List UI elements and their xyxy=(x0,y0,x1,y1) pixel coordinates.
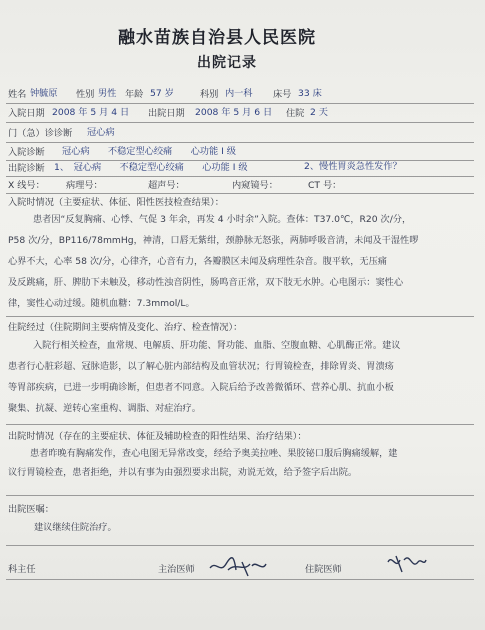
admit-diagnosis: 冠心病 不稳定型心绞痛 心功能 I 级 xyxy=(62,146,236,157)
section-rule xyxy=(6,495,474,496)
section-rule xyxy=(6,424,474,425)
resident-label: 住院医师 xyxy=(305,564,342,575)
ultrasound-no-label: 超声号： xyxy=(148,180,185,191)
bed-label: 床号 xyxy=(273,89,292,100)
ct-no-label: CT 号： xyxy=(308,180,342,191)
resident-signature xyxy=(384,548,428,578)
admission-condition-line: 律，窦性心动过缓。随机血糖：7.3mmol/L。 xyxy=(8,298,195,309)
patient-bed: 33 床 xyxy=(298,88,322,99)
xray-no-label: X 线号： xyxy=(8,180,45,191)
endoscopy-no-label: 内窥镜号： xyxy=(232,180,278,191)
row-rule xyxy=(6,193,474,194)
section-rule xyxy=(6,316,474,317)
clinic-diagnosis: 冠心病 xyxy=(87,127,115,138)
director-label: 科主任 xyxy=(8,564,36,575)
row-rule xyxy=(6,160,474,161)
row-rule xyxy=(6,103,474,104)
admission-condition-line: 患者因“反复胸痛、心悸、气促 3 年余，再发 4 小时余”入院。查体：T37.0℃，R20 次/分， xyxy=(33,214,412,225)
patient-age: 57 岁 xyxy=(150,88,174,99)
admit-date: 2008 年 5 月 4 日 xyxy=(52,107,130,118)
discharge-condition-line: 议行胃镜检查，患者拒绝，并以有事为由强烈要求出院，劝说无效，给予签字后出院。 xyxy=(8,467,358,478)
stay-days: 2 天 xyxy=(310,107,328,118)
attending-signature xyxy=(206,552,268,582)
hospital-course-line: 入院行相关检查，血常规、电解质、肝功能、肾功能、血脂、空腹血糖、心肌酶正常。建议 xyxy=(33,340,401,351)
name-label: 姓名 xyxy=(8,89,27,100)
discharge-orders-heading: 出院医嘱： xyxy=(8,504,54,515)
row-rule xyxy=(6,176,474,177)
discharge-diagnosis-label: 出院诊断 xyxy=(8,163,45,174)
patient-name: 钟毓原 xyxy=(30,88,58,99)
admission-condition-line: P58 次/分，BP116/78mmHg，神清，口唇无紫绀，颈静脉无怒张，两肺呼吸音清，未闻及干湿性啰 xyxy=(8,235,419,246)
document-title: 出院记录 xyxy=(197,55,257,71)
discharge-condition-line: 患者昨晚有胸痛发作，查心电图无异常改变，经给予奥美拉唑、果胶铋口服后胸痛缓解，建 xyxy=(30,448,398,459)
section-rule xyxy=(6,545,474,546)
attending-label: 主治医师 xyxy=(158,564,195,575)
discharge-diagnosis-2: 2、慢性胃炎急性发作？ xyxy=(304,161,402,172)
footer-rule xyxy=(6,579,474,580)
patient-sex: 男性 xyxy=(98,88,117,99)
admission-condition-line: 心界不大，心率 58 次/分，心律齐，心音有力，各瓣膜区未闻及病理性杂音。腹平软，无压痛 xyxy=(8,256,387,267)
pathology-no-label: 病理号： xyxy=(66,180,103,191)
hospital-course-line: 聚集、抗凝、逆转心室重构、调脂、对症治疗。 xyxy=(8,403,201,414)
clinic-diagnosis-label: 门（急）诊诊断 xyxy=(8,128,73,139)
discharge-date: 2008 年 5 月 6 日 xyxy=(195,107,273,118)
discharge-diagnosis-1: 1、 冠心病 不稳定型心绞痛 心功能 I 级 xyxy=(54,162,248,173)
row-rule xyxy=(6,142,474,143)
age-label: 年龄 xyxy=(125,89,144,100)
admission-condition-line: 及反跳痛，肝、脾肋下未触及，移动性浊音阴性，肠鸣音正常，双下肢无水肿。心电图示：窦性心 xyxy=(8,277,404,288)
row-rule xyxy=(6,122,474,123)
hospital-course-line: 患者行心脏彩超、冠脉造影，以了解心脏内部结构及血管状况；行胃镜检查，排除胃炎、胃溃疡 xyxy=(8,361,394,372)
discharge-orders-line: 建议继续住院治疗。 xyxy=(34,522,117,533)
hospital-course-heading: 住院经过（住院期间主要病情及变化、治疗、检查情况）： xyxy=(8,322,243,333)
admission-condition-heading: 入院时情况（主要症状、体征、阳性医技检查结果）： xyxy=(8,197,224,208)
admit-date-label: 入院日期 xyxy=(8,108,45,119)
hospital-course-line: 等胃部疾病，已进一步明确诊断，但患者不同意。入院后给予改善微循环、营养心肌、抗血小板 xyxy=(8,382,394,393)
stay-label: 住院 xyxy=(286,108,305,119)
patient-dept: 内一科 xyxy=(225,88,253,99)
hospital-name: 融水苗族自治县人民医院 xyxy=(118,28,316,48)
admit-diagnosis-label: 入院诊断 xyxy=(8,147,45,158)
discharge-condition-heading: 出院时情况（存在的主要症状、体征及辅助检查的阳性结果、治疗结果）： xyxy=(8,431,307,442)
sex-label: 性别 xyxy=(76,89,95,100)
dept-label: 科别 xyxy=(200,89,219,100)
discharge-date-label: 出院日期 xyxy=(148,108,185,119)
